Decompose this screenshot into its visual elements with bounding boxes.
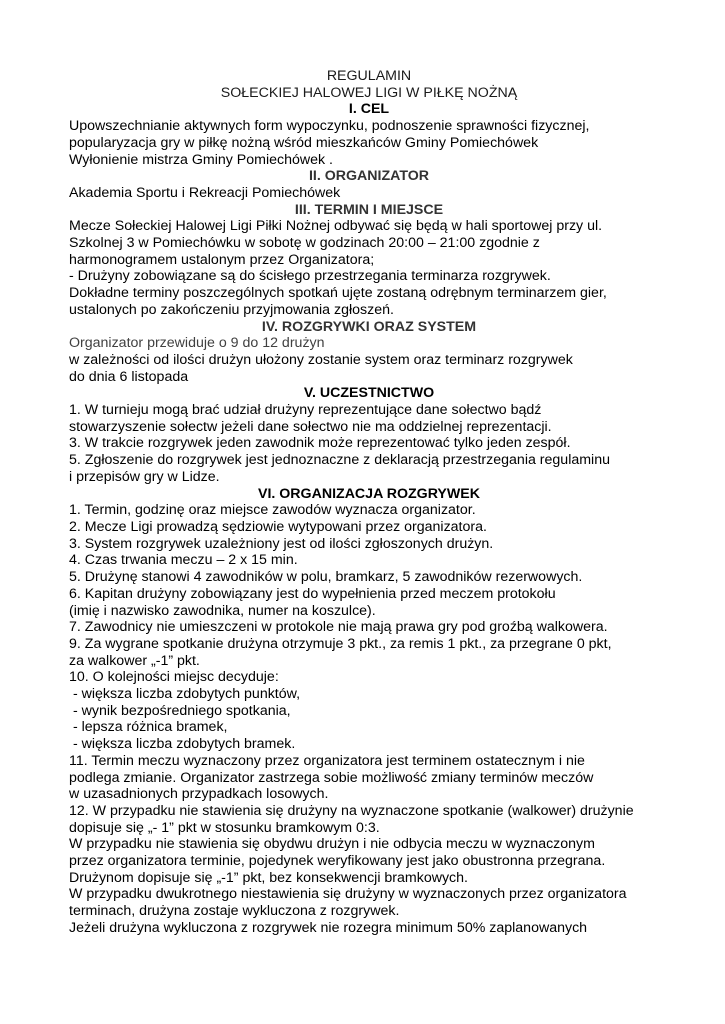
organizacja-line: 5. Drużynę stanowi 4 zawodników w polu, bramkarz, 5 zawodników rezerwowych. [69,569,583,586]
uczestnictwo-line: 3. W trakcie rozgrywek jeden zawodnik może reprezentować tylko jeden zespół. [69,435,571,452]
termin-line: Mecze Sołeckiej Halowej Ligi Piłki Nożnej odbywać się będą w hali sportowej przy ul. [69,218,603,235]
organizacja-line: za walkower „-1” pkt. [69,652,200,669]
organizacja-line: - lepsza różnica bramek, [69,719,228,736]
termin-line: - Drużyny zobowiązane są do ścisłego przestrzegania terminarza rozgrywek. [69,268,551,285]
organizacja-line: - większa liczba zdobytych punktów, [69,686,301,703]
organizacja-line: Jeżeli drużyna wykluczona z rozgrywek nie rozegra minimum 50% zaplanowanych [69,919,588,936]
organizacja-line: Drużynom dopisuje się „-1” pkt, bez konsekwencji bramkowych. [69,869,468,886]
document-page [69,68,669,937]
organizator-line: Akademia Sportu i Rekreacji Pomiechówek [69,184,341,201]
system-line: w zależności od ilości drużyn ułożony zostanie system oraz terminarz rozgrywek [69,351,573,368]
organizacja-line: W przypadku nie stawienia się obydwu drużyn i nie odbycia meczu w wyznaczonym [69,836,595,853]
section-heading-termin: III. TERMIN I MIEJSCE [294,201,444,218]
organizacja-line: 4. Czas trwania meczu – 2 x 15 min. [69,552,298,569]
organizacja-line: dopisuje się „- 1” pkt w stosunku bramkowym 0:3. [69,819,380,836]
section-heading-cel: I. CEL [348,101,390,118]
termin-line: Szkolnej 3 w Pomiechówku w sobotę w godzinach 20:00 – 21:00 zgodnie z [69,235,540,252]
organizacja-line: 7. Zawodnicy nie umieszczeni w protokole nie mają prawa gry pod groźbą walkowera. [69,619,608,636]
system-line: Organizator przewiduje o 9 do 12 drużyn [69,335,325,352]
organizacja-line: 10. O kolejności miejsc decyduje: [69,669,279,686]
uczestnictwo-line: 5. Zgłoszenie do rozgrywek jest jednoznaczne z deklaracją przestrzegania regulaminu [69,452,610,469]
document-title: REGULAMIN [326,68,412,84]
cel-line: Wyłonienie mistrza Gminy Pomiechówek . [69,151,333,168]
system-line: do dnia 6 listopada [69,368,189,385]
cel-line: popularyzacja gry w piłkę nożną wśród mieszkańców Gminy Pomiechówek [69,134,539,151]
termin-line: ustalonych po zakończeniu przyjmowania zgłoszeń. [69,301,394,318]
document-subtitle: SOŁECKIEJ HALOWEJ LIGI W PIŁKĘ NOŻNĄ [220,84,518,101]
organizacja-line: przez organizatora terminie, pojedynek weryfikowany jest jako obustronna przegrana. [69,853,606,870]
section-heading-organizacja: VI. ORGANIZACJA ROZGRYWEK [257,485,480,502]
section-heading-system: IV. ROZGRYWKI ORAZ SYSTEM [261,318,477,335]
organizacja-line: W przypadku dwukrotnego niestawienia się drużyny w wyznaczonych przez organizatora [69,886,627,903]
termin-line: harmonogramem ustalonym przez Organizatora; [69,251,375,268]
termin-line: Dokładne terminy poszczególnych spotkań ujęte zostaną odrębnym terminarzem gier, [69,285,607,302]
organizacja-line: - większa liczba zdobytych bramek. [69,736,296,753]
organizacja-line: terminach, drużyna zostaje wykluczona z rozgrywek. [69,903,400,920]
cel-line: Upowszechnianie aktywnych form wypoczynku, podnoszenie sprawności fizycznej, [69,118,590,135]
organizacja-line: w uzasadnionych przypadkach losowych. [69,786,329,803]
organizacja-line: 6. Kapitan drużyny zobowiązany jest do wypełnienia przed meczem protokołu [69,585,556,602]
organizacja-line: 9. Za wygrane spotkanie drużyna otrzymuje 3 pkt., za remis 1 pkt., za przegrane 0 pkt, [69,635,612,652]
organizacja-line: 3. System rozgrywek uzależniony jest od ilości zgłoszonych drużyn. [69,535,494,552]
uczestnictwo-line: stowarzyszenie sołectw jeżeli dane sołectwo nie ma oddzielnej reprezentacji. [69,418,552,435]
organizacja-line: 1. Termin, godzinę oraz miejsce zawodów wyznacza organizator. [69,502,476,519]
section-heading-uczestnictwo: V. UCZESTNICTWO [303,385,435,402]
organizacja-line: - wynik bezpośredniego spotkania, [69,702,291,719]
uczestnictwo-line: i przepisów gry w Lidze. [69,468,220,485]
organizacja-line: 2. Mecze Ligi prowadzą sędziowie wytypowani przez organizatora. [69,518,487,535]
organizacja-line: podlega zmianie. Organizator zastrzega sobie możliwość zmiany terminów meczów [69,769,594,786]
organizacja-line: 12. W przypadku nie stawienia się drużyny na wyznaczone spotkanie (walkower) drużynie [69,802,634,819]
organizacja-line: (imię i nazwisko zawodnika, numer na koszulce). [69,602,376,619]
uczestnictwo-line: 1. W turnieju mogą brać udział drużyny reprezentujące dane sołectwo bądź [69,402,542,419]
section-heading-organizator: II. ORGANIZATOR [308,168,430,185]
organizacja-line: 11. Termin meczu wyznaczony przez organizatora jest terminem ostatecznym i nie [69,752,585,769]
